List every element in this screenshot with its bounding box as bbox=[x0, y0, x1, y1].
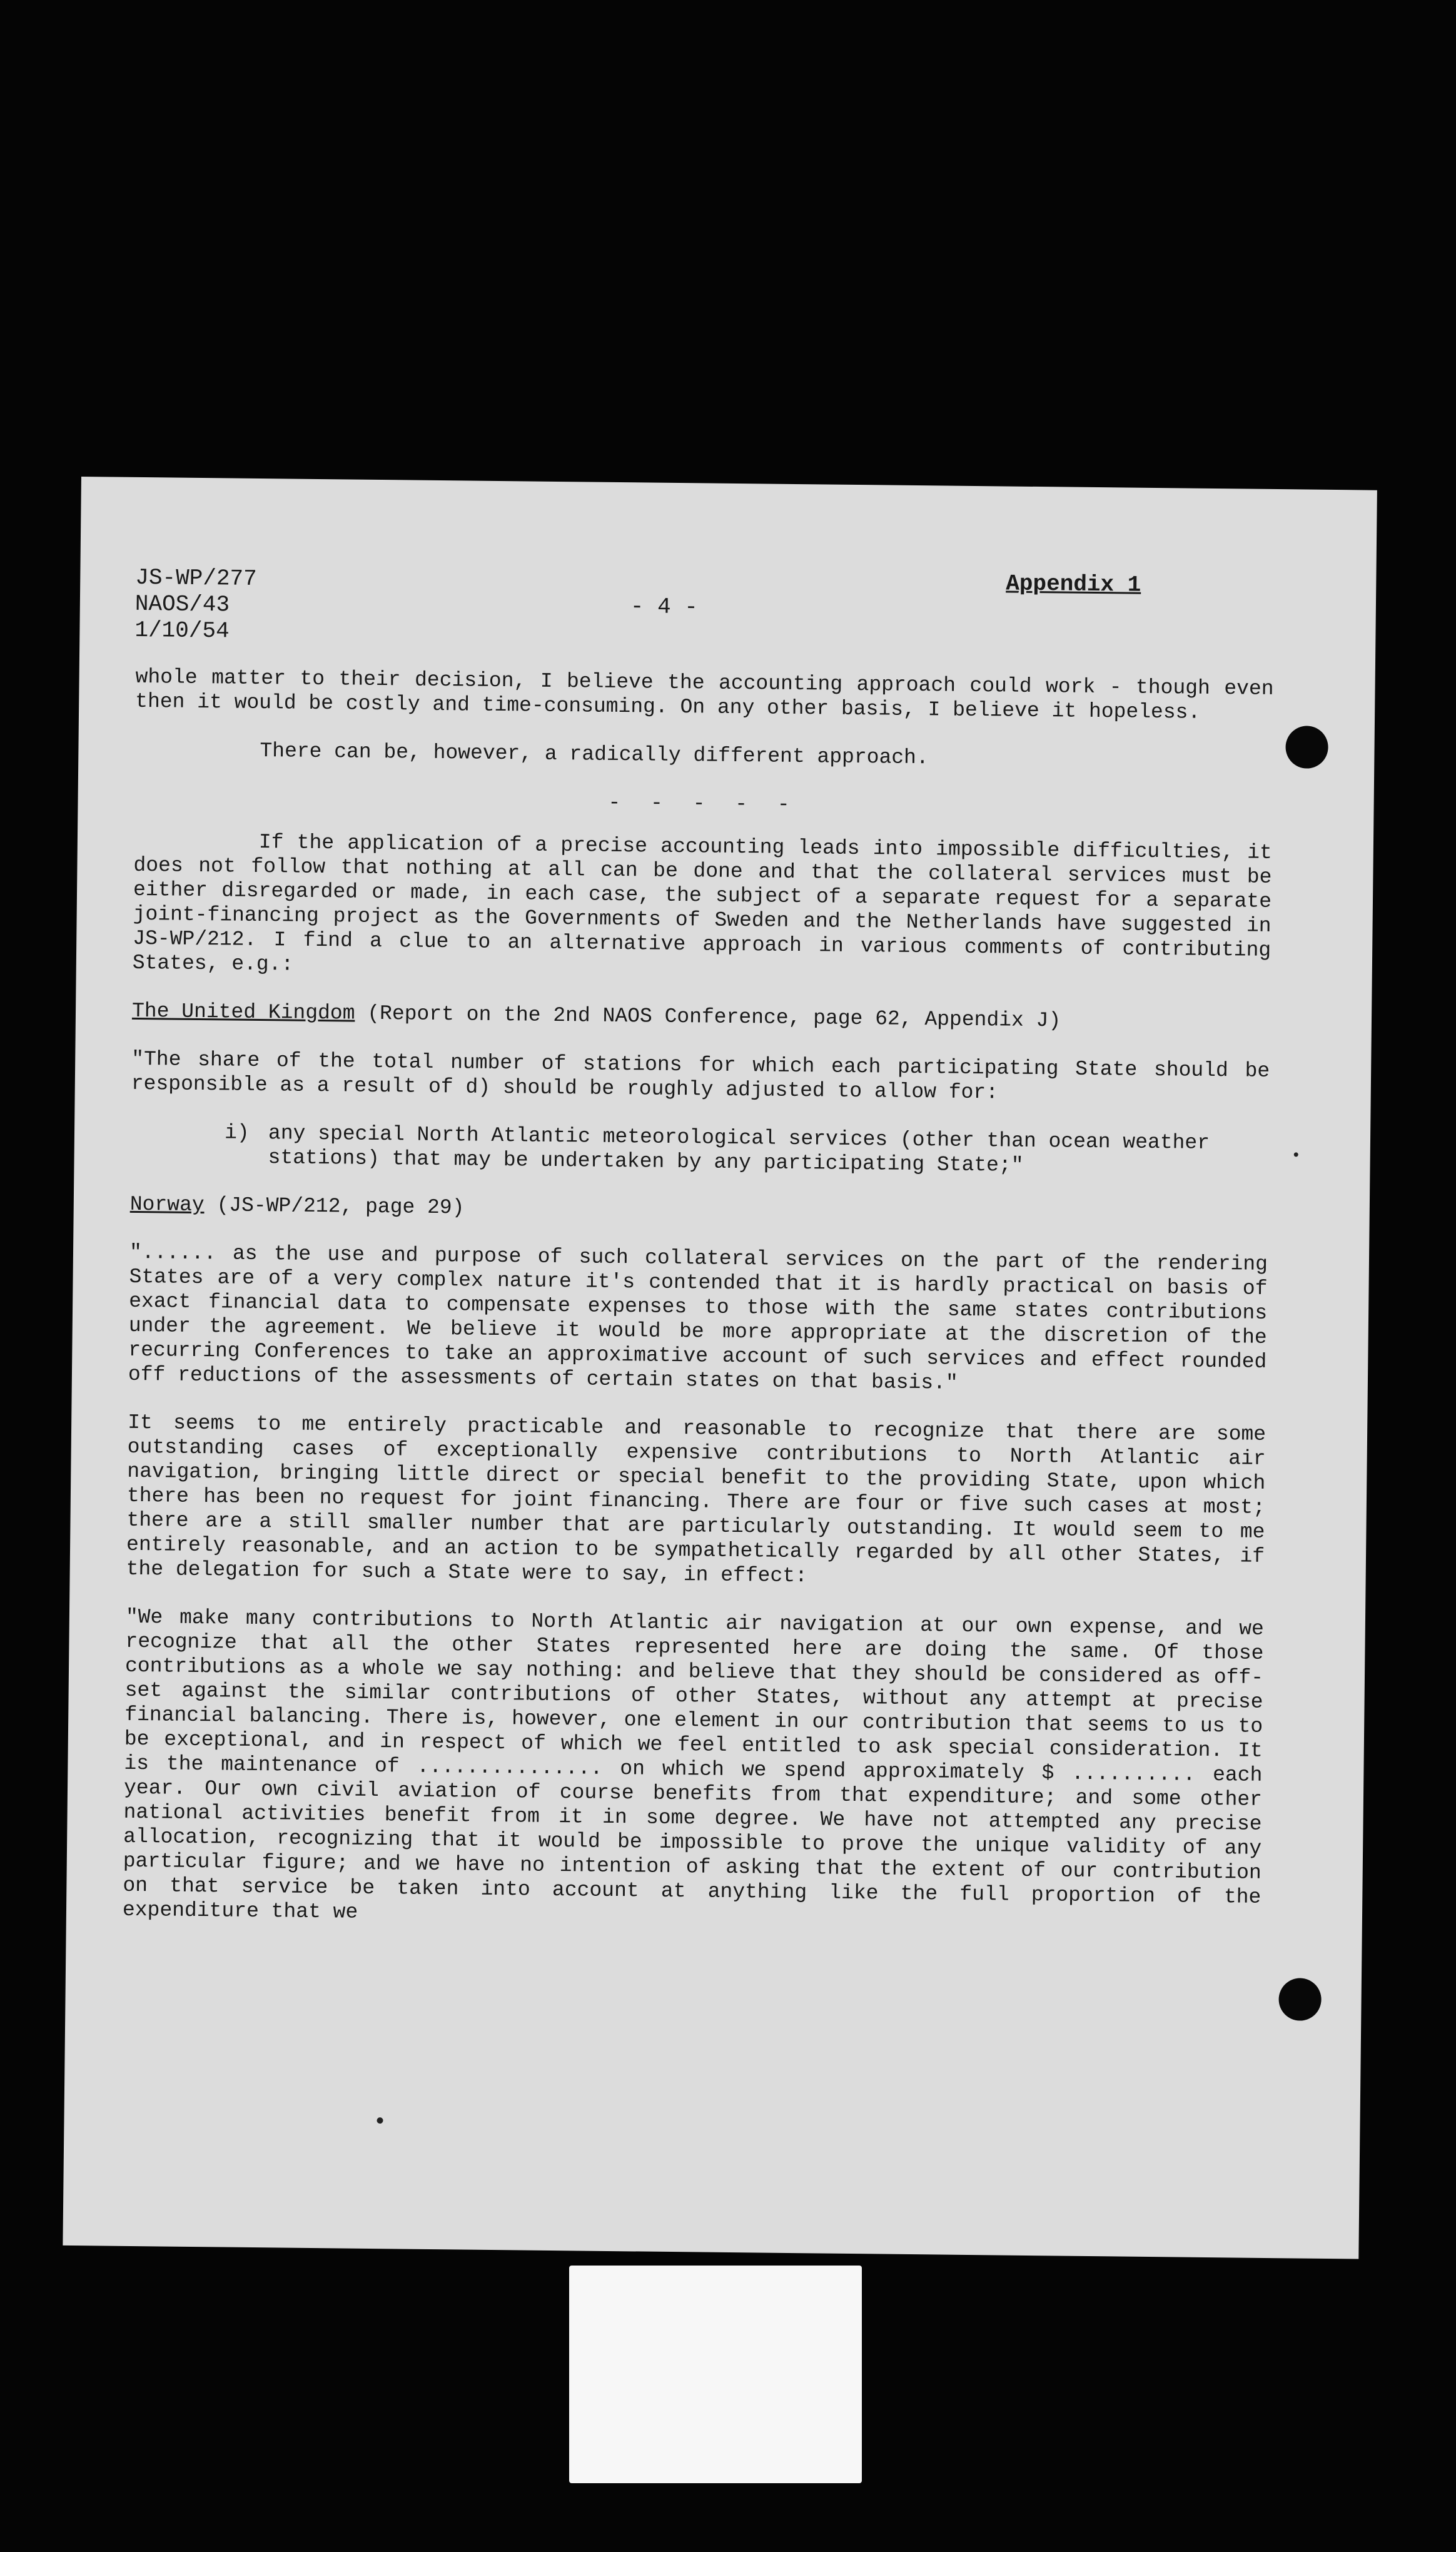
uk-reference: (Report on the 2nd NAOS Conference, page 62, Appendix J) bbox=[355, 1001, 1061, 1033]
reference-line-2: NAOS/43 bbox=[134, 590, 230, 618]
punch-hole-top bbox=[1285, 726, 1328, 769]
paragraph-alternative-approach: If the application of a precise accounting leads into impossible difficulties, it does not follow that nothing at all can be done and that the collateral services must be either disregarded or made, in each case, the subject of a separate request for a separate joint-financing project as the Governments of Sweden and the Netherlands have suggested in JS-WP/212. I find a clue to an alternative approach in various comments of contributing States, e.g.: bbox=[132, 831, 1272, 976]
paragraph-different-approach: There can be, however, a radically different approach. bbox=[260, 739, 929, 770]
uk-quote: "The share of the total number of stations for which each participating State should be responsible as a result of d) should be roughly adjusted to allow for: bbox=[131, 1047, 1270, 1105]
norway-quote: "...... as the use and purpose of such collateral services on the part of the rendering States are of a very complex nature it's contended that it is hardly practical on basis of exact financial data to compensate expenses to those with the same states contributions under the agreement. We believe it would be more appropriate at the discretion of the recurring Conferences to take an approximative account of such services and effect rounded off reductions of the assessments of certain states on that basis." bbox=[128, 1240, 1268, 1395]
document-page bbox=[63, 477, 1377, 2259]
norway-citation bbox=[130, 1192, 1268, 1228]
appendix-label: Appendix 1 bbox=[1006, 570, 1141, 598]
norway-reference: (JS-WP/212, page 29) bbox=[204, 1193, 465, 1220]
paragraph-delegation-statement: "We make many contributions to North Atlantic air navigation at our own expense, and we recognize that all the other States represented here are doing the same. Of those contributions as a whole we say nothing: and believe that they should be considered as off-set against the similar contributions of other States, without any attempt at precise financial balancing. There is, however, one element in our contribution that seems to us to be exceptional, and in respect of which we feel entitled to ask special consideration. It is the maintenance of ............... on which we spend approximately $ .......... each year. Our own civil aviation of course benefits from that expenditure; and some other national activities benefit from it in some degree. We have not attempted any precise allocation, recognizing that it would be impossible to prove the unique validity of any particular figure; and we have no intention of asking that the extent of our contribution on that service be taken into account at anything like the full proportion of the expenditure that we bbox=[122, 1605, 1265, 1924]
speck-mark bbox=[1294, 1152, 1298, 1157]
document-body bbox=[122, 665, 1273, 1958]
punch-hole-bottom bbox=[1278, 1978, 1322, 2021]
section-separator: - - - - - bbox=[608, 791, 799, 817]
uk-list-item bbox=[224, 1120, 1269, 1180]
paragraph-continuation: whole matter to their decision, I believe the accounting approach could work - though even then it would be costly and time-consuming. On any other basis, I believe it hopeless. bbox=[135, 665, 1274, 724]
reference-line-3: 1/10/54 bbox=[134, 617, 230, 644]
page-number: - 4 - bbox=[630, 594, 699, 620]
speck-mark bbox=[377, 2117, 383, 2124]
list-item-number: i) bbox=[224, 1121, 250, 1145]
uk-citation bbox=[132, 999, 1270, 1035]
reference-line-1: JS-WP/277 bbox=[135, 564, 257, 592]
norway-heading: Norway bbox=[129, 1192, 205, 1217]
paragraph-practicable: It seems to me entirely practicable and reasonable to recognize that there are some outstanding cases of exceptionally expensive contributions to North Atlantic air navigation, bringing little direct or special benefit to the providing State, upon which there has been no request for joint financing. There are four or five such cases at most; there are a still smaller number that are particularly outstanding. It would seem to me entirely reasonable, and an action to be sympathetically regarded by all other States, if the delegation for such a State were to say, in effect: bbox=[126, 1410, 1266, 1588]
document-reference-block bbox=[134, 565, 257, 645]
uk-heading: The United Kingdom bbox=[131, 999, 355, 1025]
blank-label-card bbox=[569, 2266, 862, 2483]
list-item-text: any special North Atlantic meteorological services (other than ocean weather stations) that may be undertaken by any participating State;" bbox=[268, 1122, 1210, 1177]
